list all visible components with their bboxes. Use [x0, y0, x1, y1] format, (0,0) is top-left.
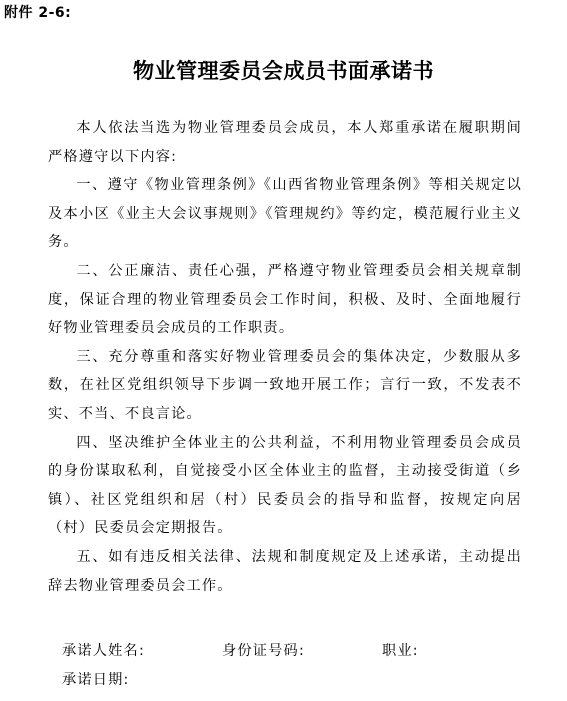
id-number-label: 身份证号码: [222, 643, 305, 659]
commitment-item-1: 一、遵守《物业管理条例》《山西省物业管理条例》等相关规定以及本小区《业主大会议事规则》《管理规约》等约定，模范履行业主义务。 [48, 177, 522, 251]
attachment-label: 附件 2-6: [4, 5, 72, 21]
promise-date-label: 承诺日期: [62, 672, 130, 688]
promiser-name-label: 承诺人姓名: [62, 643, 145, 659]
intro-paragraph: 本人依法当选为物业管理委员会成员，本人郑重承诺在履职期间严格遵守以下内容: [48, 120, 522, 165]
document-title: 物业管理委员会成员书面承诺书 [133, 59, 434, 83]
commitment-item-2: 二、公正廉洁、责任心强，严格遵守物业管理委员会相关规章制度，保证合理的物业管理委员会工作时间，积极、及时、全面地履行好物业管理委员会成员的工作职责。 [48, 262, 522, 337]
commitment-item-5: 五、如有违反相关法律、法规和制度规定及上述承诺，主动提出辞去物业管理委员会工作。 [48, 548, 522, 594]
document-body [48, 114, 522, 600]
occupation-label: 职业: [382, 643, 419, 659]
commitment-item-3: 三、充分尊重和落实好物业管理委员会的集体决定，少数服从多数，在社区党组织领导下步调一致地开展工作；言行一致，不发表不实、不当、不良言论。 [48, 348, 522, 422]
commitment-item-4: 四、坚决维护全体业主的公共利益，不利用物业管理委员会成员的身份谋取私利，自觉接受小区全体业主的监督，主动接受街道（乡镇）、社区党组织和居（村）民委员会的指导和监督，按规定向居（村）民委员会定期报告。 [48, 434, 522, 537]
